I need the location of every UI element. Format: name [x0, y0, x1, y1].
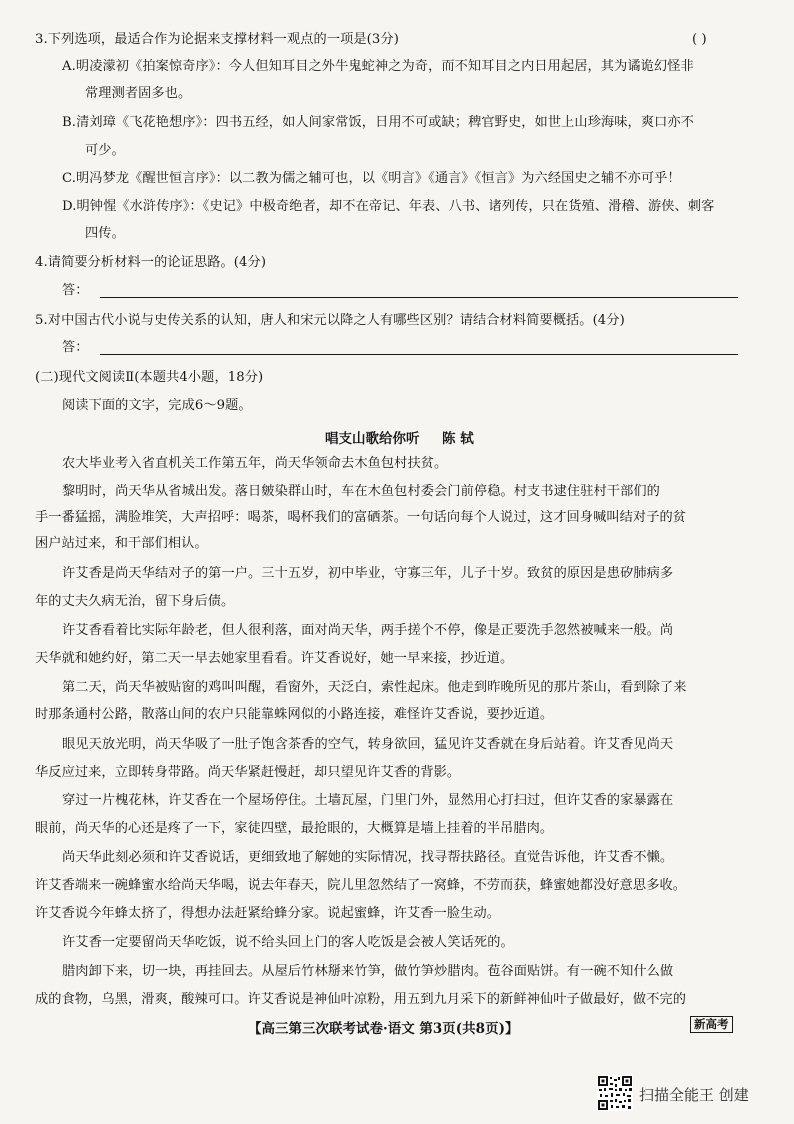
passage-line: 第二天，尚天华被贴窗的鸡叫叫醒，看窗外，天泛白，索性起床。他走到昨晚所见的那片茶山，看到除了来 [62, 680, 687, 695]
q3-option-a: A.明凌濛初《拍案惊奇序》：今人但知耳目之外牛鬼蛇神之为奇，而不知耳目之内日用起居，其为谲诡幻怪非 [62, 59, 694, 74]
passage-line: 眼见天放光明，尚天华吸了一肚子饱含茶香的空气，转身欲回，猛见许艾香就在身后站着。许艾香见尚天 [62, 737, 674, 752]
passage-line: 华反应过来，立即转身带路。尚天华紧赶慢赶，却只望见许艾香的背影。 [35, 765, 461, 780]
exam-type-badge: 新高考 [690, 1016, 733, 1033]
passage-line: 成的食物，乌黑，滑爽，酸辣可口。许艾香说是神仙叶凉粉，用五到九月采下的新鲜神仙叶子做最好，做不完的 [35, 992, 687, 1007]
q5-answer-label: 答： [62, 340, 89, 355]
passage-line: 农大毕业考入省直机关工作第五年，尚天华领命去木鱼包村扶贫。 [62, 456, 448, 471]
q4-answer-label: 答： [62, 283, 89, 298]
passage-line: 时那条通村公路，散落山间的农户只能靠蛛网似的小路连接，难怪许艾香说，要抄近道。 [35, 707, 554, 722]
qr-code-icon [597, 1075, 633, 1111]
passage-line: 穿过一片槐花林，许艾香在一个屋场停住。土墙瓦屋，门里门外，显然用心打扫过，但许艾香的家暴露在 [62, 793, 674, 808]
passage-line: 黎明时，尚天华从省城出发。落日皴染群山时，车在木鱼包村委会门前停稳。村支书逮住驻村干部们的 [62, 484, 660, 499]
passage-line: 年的丈夫久病无治，留下身后债。 [35, 594, 235, 609]
q3-stem: 3.下列选项，最适合作为论据来支撑材料一观点的一项是(3分) [35, 32, 399, 47]
passage-line: 许艾香是尚天华结对子的第一户。三十五岁，初中毕业，守寡三年，儿子十岁。致贫的原因是患矽肺病多 [62, 566, 674, 581]
passage-line: 天华就和她约好，第二天一早去她家里看看。许艾香说好，她一早来接，抄近道。 [35, 651, 514, 666]
page-footer: 【高三第三次联考试卷·语文 第3页(共8页)】 [248, 1021, 519, 1037]
q3-option-b: B.清刘璋《飞花艳想序》：四书五经，如人间家常饭，日用不可或缺；稗官野史，如世上山珍海味，爽口亦不 [62, 115, 694, 130]
q5-stem: 5.对中国古代小说与史传关系的认知，唐人和宋元以降之人有哪些区别？请结合材料简要概括。(4分) [35, 313, 625, 328]
section-instruction: 阅读下面的文字，完成6～9题。 [62, 398, 252, 413]
q3-option-d: D.明钟惺《水浒传序》：《史记》中极奇绝者，却不在帝记、年表、八书、诸列传，只在货殖、滑稽、游侠、刺客 [62, 199, 715, 214]
q3-option-d-cont: 四传。 [85, 226, 125, 241]
passage-line: 腊肉卸下来，切一块，再挂回去。从屋后竹林掰来竹笋，做竹笋炒腊肉。苞谷面贴饼。有一碗不知什么做 [62, 964, 674, 979]
passage-line: 许艾香说今年蜂太挤了，得想办法赶紧给蜂分家。说起蜜蜂，许艾香一脸生动。 [35, 906, 501, 921]
section-heading: (二)现代文阅读Ⅱ(本题共4小题，18分) [35, 370, 264, 385]
q4-answer-line[interactable] [100, 297, 738, 298]
q3-option-c: C.明冯梦龙《醒世恒言序》：以二教为儒之辅可也，以《明言》《通言》《恒言》为六经国史之辅不亦可乎！ [62, 171, 681, 186]
passage-line: 许艾香端来一碗蜂蜜水给尚天华喝，说去年春天，院儿里忽然结了一窝蜂，不劳而获，蜂蜜她都没好意思多收。 [35, 878, 687, 893]
passage-author: 陈 轼 [442, 431, 474, 447]
q5-answer-line[interactable] [100, 354, 738, 355]
q3-option-b-cont: 可少。 [85, 143, 125, 158]
passage-title: 唱支山歌给你听 [325, 431, 420, 447]
passage-line: 许艾香看着比实际年龄老，但人很利落，面对尚天华，两手搓个不停，像是正要洗手忽然被喊来一般。尚 [62, 623, 674, 638]
passage-line: 手一番猛摇，满脸堆笑，大声招呼：喝茶，喝杯我们的富硒茶。一句话向每个人说过，这才回身喊叫结对子的贫 [35, 510, 687, 525]
q4-stem: 4.请简要分析材料一的论证思路。(4分) [35, 255, 267, 270]
passage-line: 许艾香一定要留尚天华吃饭，说不给头回上门的客人吃饭是会被人笑话死的。 [62, 935, 514, 950]
passage-line: 眼前，尚天华的心还是疼了一下，家徒四壁，最抢眼的，大概算是墙上挂着的半吊腊肉。 [35, 821, 554, 836]
q3-answer-paren: ( ) [692, 32, 707, 47]
scanner-watermark-text: 扫描全能王 创建 [639, 1086, 749, 1104]
passage-line: 困户站过来，和干部们相认。 [35, 536, 208, 551]
passage-line: 尚天华此刻必须和许艾香说话，更细致地了解她的实际情况，找寻帮扶路径。直觉告诉他，许艾香不懒。 [62, 850, 674, 865]
q3-option-a-cont: 常理测者固多也。 [85, 86, 192, 101]
